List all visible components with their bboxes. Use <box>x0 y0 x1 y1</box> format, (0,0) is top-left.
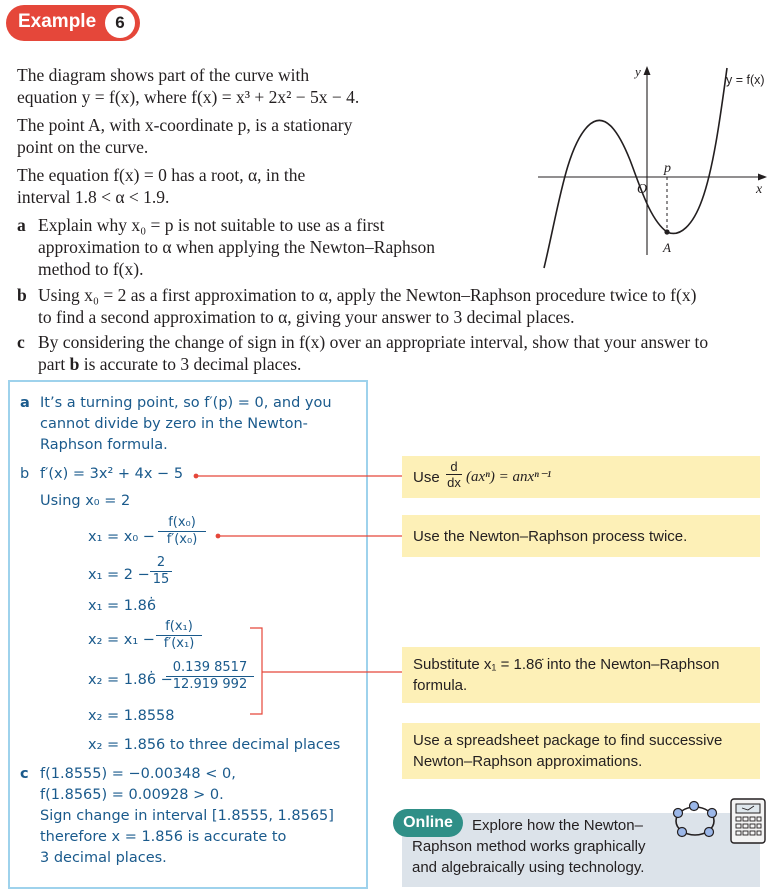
graph-tool-icon <box>668 797 726 843</box>
working-part-c: c f(1.8555) = −0.00348 < 0, f(1.8565) = 0.00928 > 0. Sign change in interval [1.8555, 1.8565] therefore x = 1.856 is accurate to 3 decimal places. <box>20 766 334 866</box>
p-label: p <box>664 161 671 176</box>
example-label: Example <box>18 11 97 32</box>
working-part-a: a It’s a turning point, so f′(p) = 0, and you cannot divide by zero in the Newton- Raphson formula. <box>20 395 332 453</box>
hint-derivative: Use d dx (axⁿ) = anxⁿ⁻¹ <box>402 456 760 498</box>
example-number: 6 <box>105 8 135 38</box>
online-text: Explore how the Newton– Raphson method works graphically and algebraically using technology. <box>412 817 646 876</box>
question-root: The equation f(x) = 0 has a root, α, in the interval 1.8 < α < 1.9. <box>17 165 306 207</box>
x2-formula-lhs: x₂ = x₁ − <box>88 632 155 648</box>
derivative-line: f′(x) = 3x² + 4x − 5 <box>40 466 184 482</box>
working-part-b-label: b <box>20 466 30 482</box>
x1-formula-lhs: x₁ = x₀ − <box>88 529 155 545</box>
x1-substitution-lhs: x₁ = 2 − <box>88 567 150 583</box>
x2-value: x₂ = 1.8558 <box>88 708 175 724</box>
origin-label: O <box>637 182 648 197</box>
x1-value: x₁ = 1.86̇ <box>88 598 157 614</box>
question-intro: The diagram shows part of the curve with equation y = f(x), where f(x) = x³ + 2x² − 5x − 4. <box>17 65 360 107</box>
hint-spreadsheet: Use a spreadsheet package to find successive Newton–Raphson approximations. <box>402 723 760 779</box>
x-axis-label: x <box>756 182 763 197</box>
x2-substitution-lhs: x₂ = 1.86̇ − <box>88 672 173 688</box>
x2-substitution-fraction: 0.139 8517 12.919 992 <box>166 660 254 693</box>
online-pill[interactable]: Online <box>393 809 463 837</box>
question-part-a: a Explain why x₀ = p is not suitable to use as a first approximation to α when applying the Newton–Raphson method to f(x). <box>17 215 436 279</box>
question-part-c: c By considering the change of sign in f(x) over an appropriate interval, show that your answer to part b is accurate to 3 decimal places. <box>17 332 709 374</box>
x2-rounded: x₂ = 1.856 to three decimal places <box>88 737 341 753</box>
hint-substitute: Substitute x₁ = 1.86̇ into the Newton–Raphson formula. <box>402 647 760 703</box>
question-point: The point A, with x-coordinate p, is a stationary point on the curve. <box>17 115 353 157</box>
x1-formula-fraction: f(x₀) f′(x₀) <box>158 515 206 548</box>
y-axis-label: y <box>635 64 641 79</box>
hint-apply-twice: Use the Newton–Raphson process twice. <box>402 515 760 557</box>
question-part-b: b Using x₀ = 2 as a first approximation to α, apply the Newton–Raphson procedure twice to f(x) to find a second approximation to α, giving your answer to 3 decimal places. <box>17 285 697 327</box>
using-x0-line: Using x₀ = 2 <box>40 493 131 509</box>
curve-label: y = f(x) <box>726 73 765 87</box>
a-label: A <box>663 240 671 255</box>
calculator-icon <box>728 796 768 846</box>
x2-formula-fraction: f(x₁) f′(x₁) <box>156 619 202 652</box>
x1-substitution-fraction: 2 15 <box>150 555 172 588</box>
